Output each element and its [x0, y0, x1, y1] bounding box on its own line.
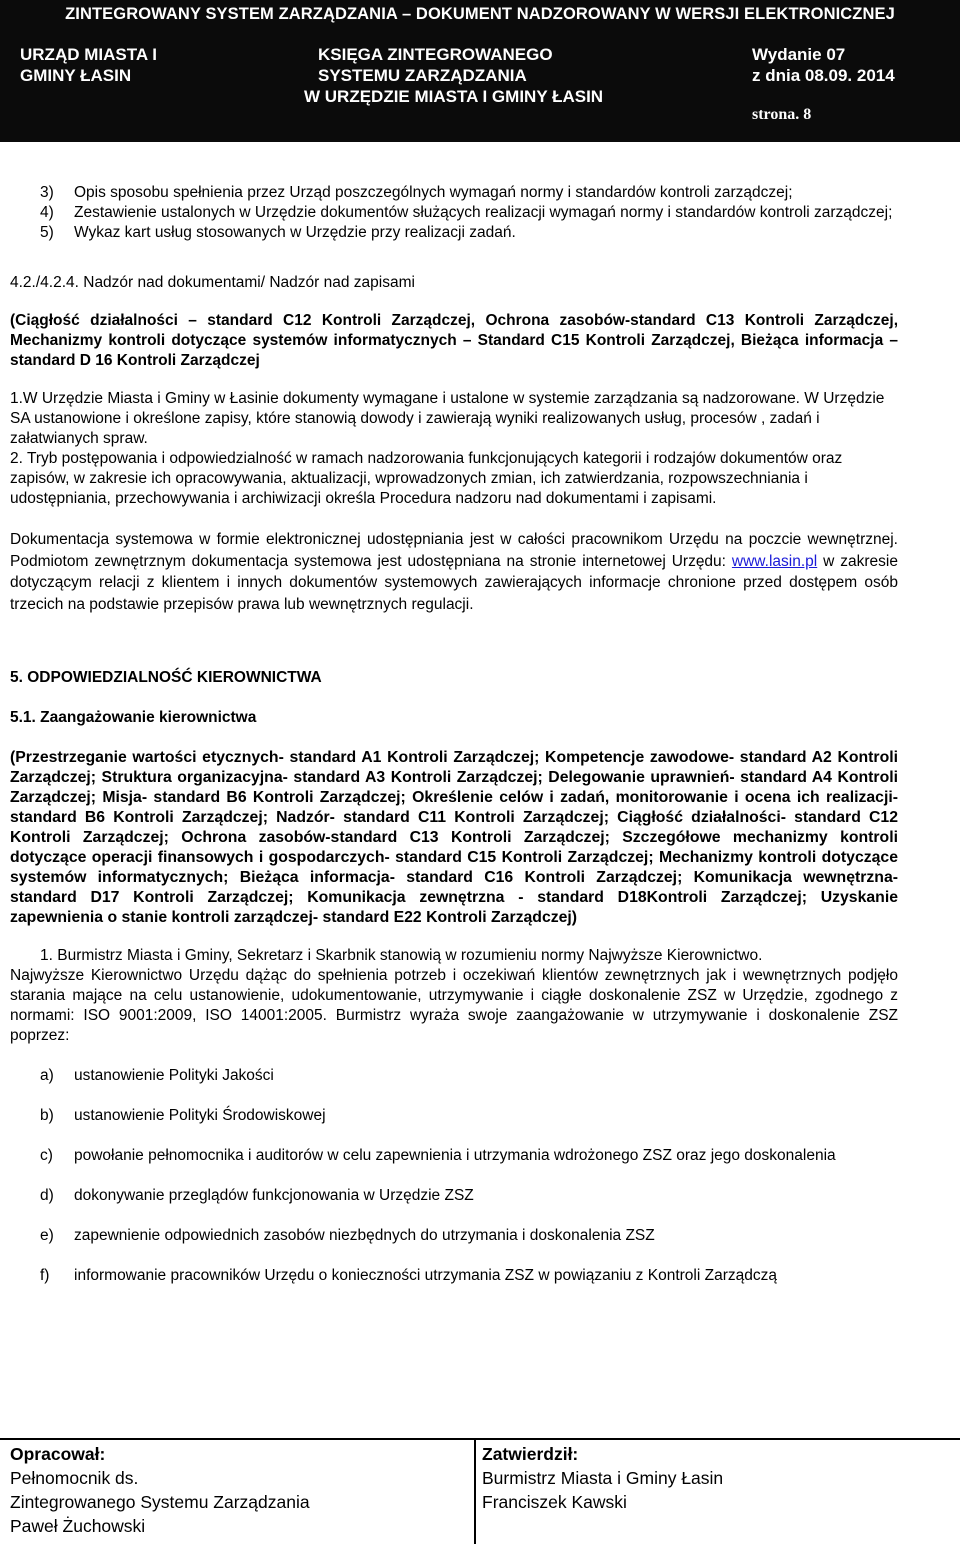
document-footer	[0, 1438, 960, 1544]
section-424-paragraph-2: 2. Tryb postępowania i odpowiedzialność w ramach nadzorowania funkcjonujących kategorii i rodzajów dokumentów oraz zapisów, w zakresie ich opracowywania, aktualizacji, wprowadzonych zmian, ich zatwierdzania, rozpowszechniania i udostępniania, przechowywania i archiwizacji określa Procedura nadzoru nad dokumentami i zapisami.	[10, 450, 843, 507]
list-text: Zestawienie ustalonych w Urzędzie dokumentów służących realizacji wymagań normy i standardów kontroli zarządczej;	[74, 204, 893, 221]
approved-line-1: Burmistrz Miasta i Gminy Łasin	[482, 1468, 724, 1488]
list-item	[10, 203, 898, 223]
item-text: dokonywanie przeglądów funkcjonowania w Urzędzie ZSZ	[74, 1187, 474, 1204]
page-number: strona. 8	[752, 106, 812, 123]
commitment-item	[10, 1106, 898, 1126]
item-letter: b)	[40, 1107, 54, 1124]
paragraph-3-text-cont: w zakresie dotyczącym relacji z klientem i innych dokumentów systemowych zawierających informacje chronione przed dostępem osób trzecich na podstawie przepisów prawa lub wewnętrznych regulacji.	[10, 552, 898, 613]
website-link[interactable]: www.lasin.pl	[731, 552, 818, 570]
item-letter: f)	[40, 1267, 50, 1284]
prepared-line-1: Pełnomocnik ds.	[10, 1468, 139, 1488]
document-body	[10, 183, 898, 1286]
section-424-paragraph-1: 1.W Urzędzie Miasta i Gminy w Łasinie dokumenty wymagane i ustalone w systemie zarządzania są nadzorowane. W Urzędzie SA ustanowione i określone zapisy, które stanowią dowody i zawierają wyniki realizowanych usług, procesów , zadań i załatwianych spraw.	[10, 390, 885, 447]
footer-prepared-by	[10, 1442, 470, 1538]
prepared-line-3: Paweł Żuchowski	[10, 1516, 146, 1536]
list-item	[10, 223, 898, 243]
section-51-paragraph-1: Najwyższe Kierownictwo Urzędu dążąc do spełnienia potrzeb i oczekiwań klientów zewnętrznych jak i wewnętrznych podjęło starania mające na celu ustanowienie, udokumentowanie, utrzymywanie i ciągłe doskonalenie ZSZ w Urzędzie, zgodnego z normami: ISO 9001:2009, ISO 14001:2005. Burmistrz wyraża swoje zaangażowanie w utrzymywanie i doskonalenie ZSZ poprzez:	[10, 967, 898, 1044]
item-text: ustanowienie Polityki Jakości	[74, 1067, 274, 1084]
header-title	[304, 44, 658, 107]
commitment-item	[10, 1066, 898, 1086]
section-5-heading: 5. ODPOWIEDZIALNOŚĆ KIEROWNICTWA	[10, 669, 322, 686]
section-51-heading: 5.1. Zaangażowanie kierownictwa	[10, 709, 257, 726]
edition-date: z dnia 08.09. 2014	[752, 66, 895, 85]
item-text: informowanie pracowników Urzędu o konieczności utrzymania ZSZ w powiązaniu z Kontroli Zarządczą	[74, 1267, 777, 1284]
prepared-line-2: Zintegrowanego Systemu Zarządzania	[10, 1492, 310, 1512]
commitment-item	[10, 1226, 898, 1246]
title-line-2: SYSTEMU ZARZĄDZANIA	[318, 66, 527, 85]
section-424-standards: (Ciągłość działalności – standard C12 Kontroli Zarządczej, Ochrona zasobów-standard C13 Kontroli Zarządczej, Mechanizmy kontroli dotyczące systemów informatycznych – Standard C15 Kontroli Zarządczej, Bieżąca informacja – standard D 16 Kontroli Zarządczej	[10, 312, 898, 369]
prepared-label: Opracował:	[10, 1444, 106, 1464]
numbered-list	[10, 183, 898, 243]
list-text: Wykaz kart usług stosowanych w Urzędzie przy realizacji zadań.	[74, 224, 516, 241]
item-text: zapewnienie odpowiednich zasobów niezbędnych do utrzymania i doskonalenia ZSZ	[74, 1227, 655, 1244]
header-organization	[20, 44, 170, 86]
section-heading-424: 4.2./4.2.4. Nadzór nad dokumentami/ Nadzór nad zapisami	[10, 274, 415, 291]
commitment-item	[10, 1186, 898, 1206]
org-line-2: GMINY ŁASIN	[20, 66, 132, 85]
document-banner: ZINTEGROWANY SYSTEM ZARZĄDZANIA – DOKUMENT NADZOROWANY W WERSJI ELEKTRONICZNEJ	[0, 0, 960, 28]
list-text: Opis sposobu spełnienia przez Urząd poszczególnych wymagań normy i standardów kontroli zarządczej;	[74, 184, 793, 201]
item-letter: e)	[40, 1227, 54, 1244]
item-letter: c)	[40, 1147, 53, 1164]
commitment-item	[10, 1146, 898, 1166]
commitment-list	[10, 1066, 898, 1286]
footer-approved-by	[482, 1442, 952, 1514]
item-letter: a)	[40, 1067, 54, 1084]
approved-label: Zatwierdził:	[482, 1444, 579, 1464]
list-number: 4)	[40, 204, 54, 221]
title-line-1: KSIĘGA ZINTEGROWANEGO	[318, 45, 553, 64]
title-line-3: W URZĘDZIE MIASTA I GMINY ŁASIN	[304, 87, 604, 106]
list-number: 3)	[40, 184, 54, 201]
list-item	[10, 183, 898, 203]
commitment-item	[10, 1266, 898, 1286]
paragraph-3-text: Dokumentacja systemowa w formie elektronicznej udostępniania jest w całości pracownikom Urzędu na poczcie wewnętrznej. Podmiotom zewnętrznym dokumentacja systemowa jest udostępniana na stronie internetowej Urzędu:	[10, 531, 898, 570]
approved-line-2: Franciszek Kawski	[482, 1492, 627, 1512]
section-424-paragraph-3	[10, 529, 898, 615]
item-text: powołanie pełnomocnika i auditorów w celu zapewnienia i utrzymania wdrożonego ZSZ oraz jego doskonalenia	[74, 1147, 836, 1164]
footer-divider	[474, 1440, 476, 1544]
edition: Wydanie 07	[752, 45, 846, 64]
section-51-paragraph-1-first: 1. Burmistrz Miasta i Gminy, Sekretarz i Skarbnik stanowią w rozumieniu normy Najwyższe Kierownictwo.	[40, 947, 763, 964]
document-header	[0, 28, 960, 142]
org-line-1: URZĄD MIASTA I	[20, 45, 157, 64]
section-51-standards: (Przestrzeganie wartości etycznych- standard A1 Kontroli Zarządczej; Kompetencje zawodowe- standard A2 Kontroli Zarządczej; Struktura organizacyjna- standard A3 Kontroli Zarządczej; Delegowanie uprawnień- standard A4 Kontroli Zarządczej; Misja- standard B6 Kontroli Zarządczej; Określenie celów i zadań, monitorowanie i ocena ich realizacji- standard B6 Kontroli Zarządczej; Nadzór- standard C11 Kontroli Zarządczej; Ciągłość działalności- standard C12 Kontroli Zarządczej; Ochrona zasobów-standard C13 Kontroli Zarządczej; Szczegółowe mechanizmy kontroli dotyczące operacji finansowych i gospodarczych- standard C15 Kontroli Zarządczej; Mechanizmy kontroli dotyczące systemów informatycznych; Bieżąca informacja- standard C16 Kontroli Zarządczej; Komunikacja wewnętrzna-standard D17 Kontroli Zarządczej; Komunikacja zewnętrzna - standard D18Kontroli Zarządczej; Uzyskanie zapewnienia o stanie kontroli zarządczej- standard E22 Kontroli Zarządczej)	[10, 749, 898, 926]
header-edition	[752, 44, 952, 86]
item-text: ustanowienie Polityki Środowiskowej	[74, 1107, 326, 1124]
item-letter: d)	[40, 1187, 54, 1204]
list-number: 5)	[40, 224, 54, 241]
